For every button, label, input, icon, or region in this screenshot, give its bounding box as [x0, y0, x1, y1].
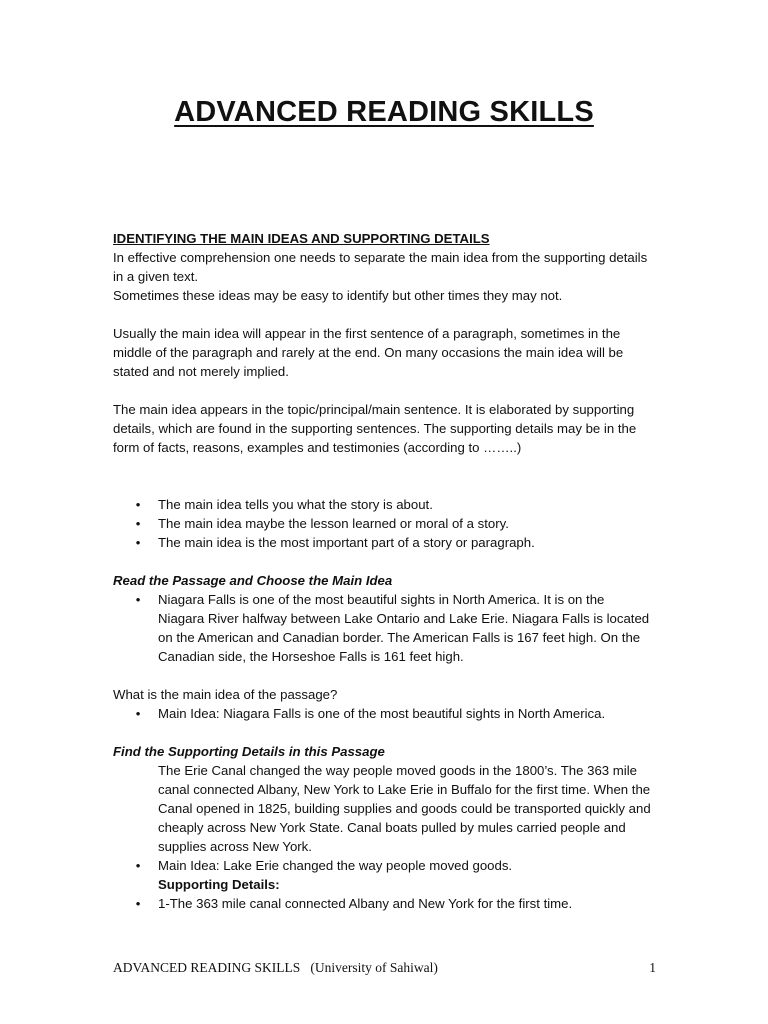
bullet-icon: •: [135, 535, 141, 550]
bullet-icon: •: [135, 858, 141, 873]
main-idea-bullet-list: [113, 495, 653, 552]
page-footer: [113, 960, 656, 976]
question: What is the main idea of the passage?: [113, 687, 338, 702]
list-item: • The main idea is the most important part of a story or paragraph.: [113, 533, 653, 552]
page-title: ADVANCED READING SKILLS: [174, 96, 594, 128]
footer-text: ADVANCED READING SKILLS (University of Sahiwal): [113, 960, 438, 975]
section-heading-choose-main-idea: Read the Passage and Choose the Main Idea: [113, 573, 393, 588]
answer-main-idea: Main Idea: Niagara Falls is one of the most beautiful sights in North America.: [158, 706, 606, 721]
supporting-details-list: [113, 856, 653, 913]
bullet-icon: •: [135, 497, 141, 512]
bullet-icon: •: [135, 592, 141, 607]
list-item: [113, 590, 653, 666]
list-item: [113, 704, 653, 723]
bullet-icon: •: [135, 706, 141, 721]
supporting-details-label: Supporting Details:: [158, 877, 280, 892]
paragraph: The main idea appears in the topic/principal/main sentence. It is elaborated by supporting details, which are found in the supporting sentences. The supporting details may be in the form of facts, reasons, examples and testimonies (according to ……..): [113, 402, 637, 455]
document-body: [113, 229, 653, 913]
page-number: 1: [649, 960, 656, 975]
passage-erie-canal: The Erie Canal changed the way people moved goods in the 1800’s. The 363 mile canal connected Albany, New York to Lake Erie in Buffalo for the first time. When the Canal opened in 1825, building supplies and goods could be transported quickly and cheaply across New York State. Canal boats pulled by mules carried people and supplies across New York.: [158, 763, 651, 854]
answer-list: [113, 704, 653, 723]
passage-niagara: Niagara Falls is one of the most beautiful sights in North America. It is on the Niagara River halfway between Lake Ontario and Lake Erie. Niagara Falls is located on the American and Canadian border. The American Falls is 167 feet high. On the Canadian side, the Horseshoe Falls is 161 feet high.: [158, 592, 650, 664]
list-item: • The main idea tells you what the story is about.: [113, 495, 653, 514]
paragraph: Usually the main idea will appear in the first sentence of a paragraph, sometimes in the middle of the paragraph and rarely at the end. On many occasions the main idea will be stated and not merely implied.: [113, 326, 624, 379]
paragraph: Sometimes these ideas may be easy to identify but other times they may not.: [113, 288, 563, 303]
list-item: • Main Idea: Lake Erie changed the way people moved goods.: [113, 856, 653, 875]
list-item: • The main idea maybe the lesson learned or moral of a story.: [113, 514, 653, 533]
section-heading-supporting-details: Find the Supporting Details in this Passage: [113, 744, 385, 759]
bullet-icon: •: [135, 516, 141, 531]
bullet-icon: •: [135, 896, 141, 911]
passage-list: [113, 590, 653, 666]
paragraph: In effective comprehension one needs to separate the main idea from the supporting details in a given text.: [113, 250, 648, 284]
list-item: • 1-The 363 mile canal connected Albany and New York for the first time.: [113, 894, 653, 913]
list-item: [113, 875, 653, 894]
section-heading-main-ideas: IDENTIFYING THE MAIN IDEAS AND SUPPORTING DETAILS: [113, 231, 490, 246]
